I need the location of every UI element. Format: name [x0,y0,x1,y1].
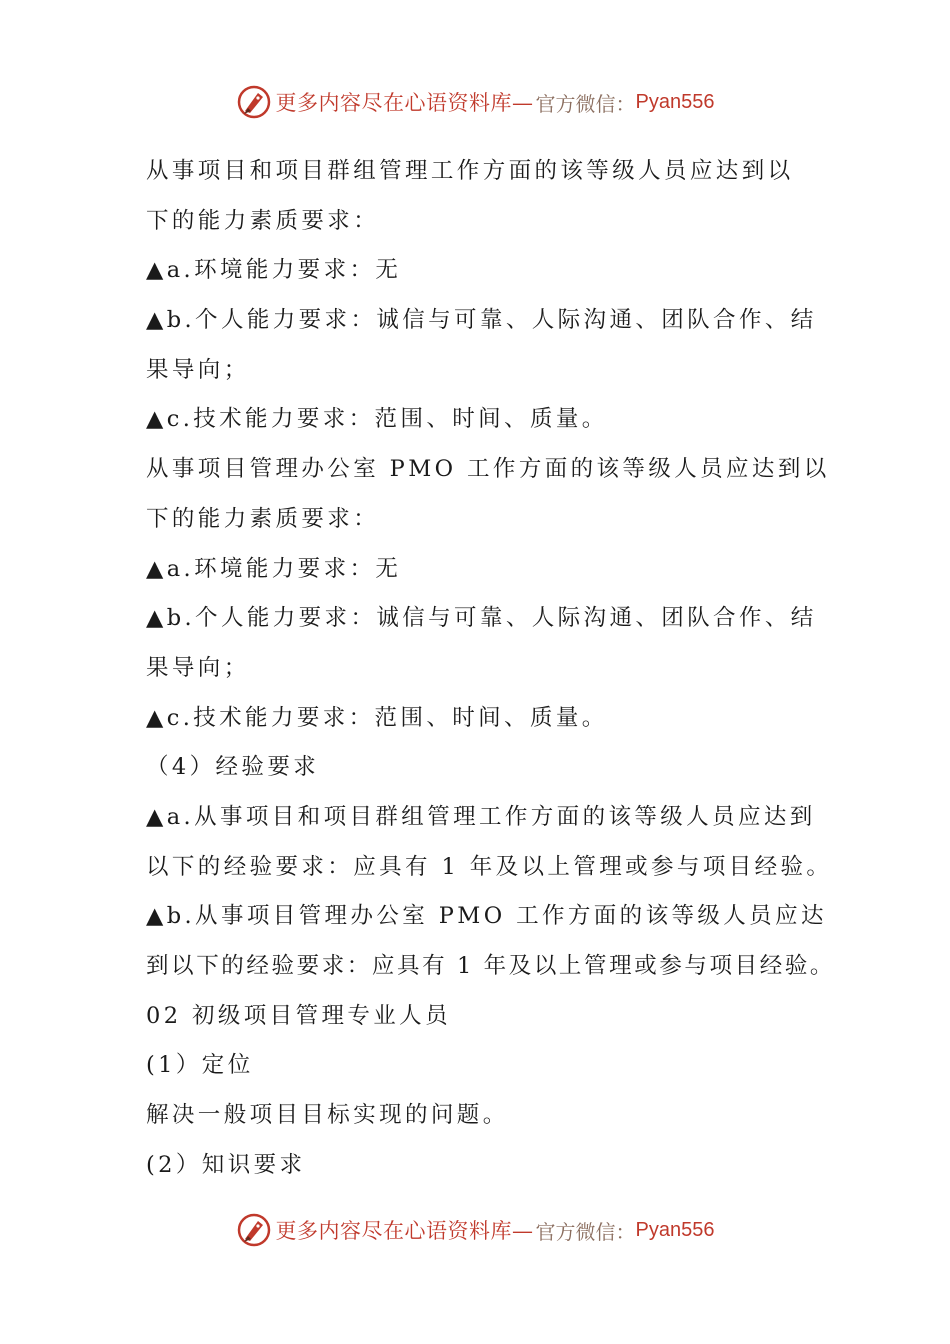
section-heading: (1）定位 [146,1052,254,1079]
pen-nib-icon [236,1212,272,1248]
banner-wechat-label: 官方微信： [535,1219,636,1244]
footer-banner [0,1208,950,1252]
text-line: 到以下的经验要求：应具有 1 年及以上管理或参与项目经验。 [146,953,836,979]
banner-text: 更多内容尽在心语资料库— [275,1219,534,1243]
text-line: ▲b.从事项目管理办公室 PMO 工作方面的该等级人员应达 [146,903,827,930]
text-line: 从事项目和项目群组管理工作方面的该等级人员应达到以 [146,158,794,184]
text-line: ▲b.个人能力要求：诚信与可靠、人际沟通、团队合作、结 [146,605,817,632]
banner-wechat-label: 官方微信： [535,91,636,116]
section-heading: (2）知识要求 [146,1151,306,1178]
pen-nib-icon [236,84,272,120]
text-line: 果导向； [146,356,250,383]
text-line: ▲a.从事项目和项目群组管理工作方面的该等级人员应达到 [146,803,816,830]
text-line: 解决一般项目目标实现的问题。 [146,1102,509,1129]
banner-wechat-id: Pyan556 [635,90,715,113]
text-line: ▲c.技术能力要求：范围、时间、质量。 [146,704,608,731]
section-heading: 02 初级项目管理专业人员 [146,1002,451,1029]
text-line: 下的能力素质要求： [146,207,380,234]
text-line: ▲c.技术能力要求：范围、时间、质量。 [146,406,608,433]
text-line: ▲a.环境能力要求：无 [146,555,402,582]
text-line: ▲b.个人能力要求：诚信与可靠、人际沟通、团队合作、结 [146,307,817,334]
text-line: 果导向； [146,654,250,681]
document-body [146,147,836,1190]
section-heading: （4）经验要求 [146,754,320,781]
banner-wechat-id: Pyan556 [635,1218,715,1241]
text-line: 下的能力素质要求： [146,505,380,532]
text-line: 以下的经验要求：应具有 1 年及以上管理或参与项目经验。 [146,853,833,880]
text-line: 从事项目管理办公室 PMO 工作方面的该等级人员应达到以 [146,456,830,483]
header-banner [0,80,950,124]
text-line: ▲a.环境能力要求：无 [146,257,402,284]
banner-text: 更多内容尽在心语资料库— [275,91,534,115]
